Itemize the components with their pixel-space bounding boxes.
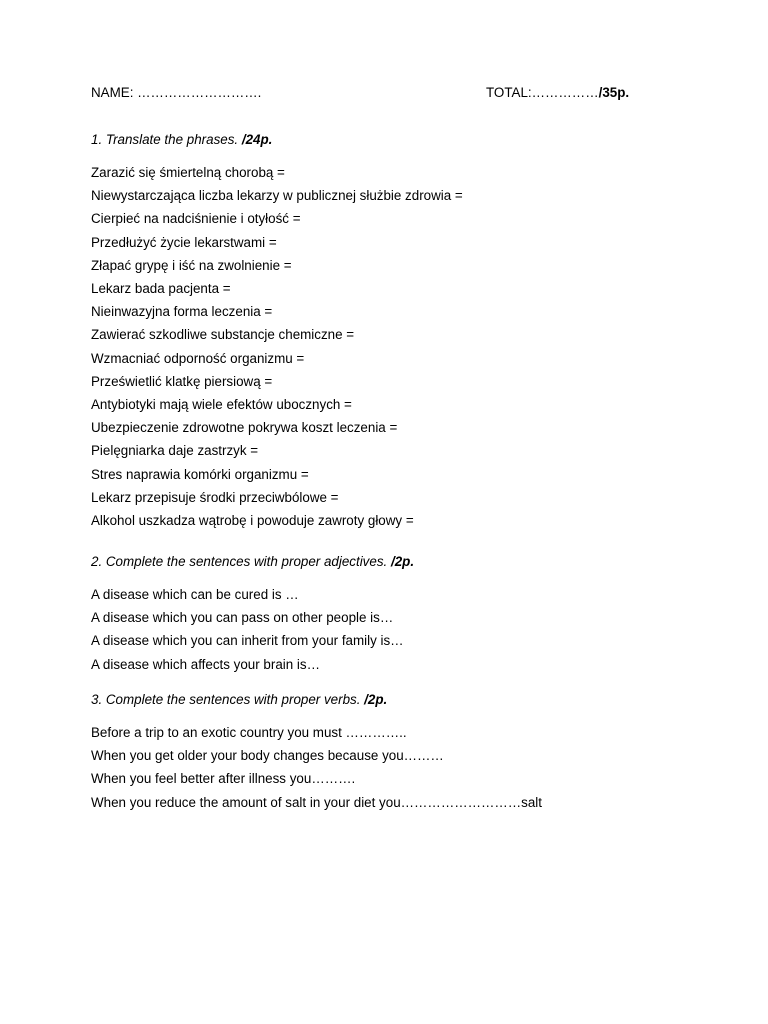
exercise-2-points: /2p. bbox=[390, 554, 415, 569]
exercise-item: Alkohol uszkadza wątrobę i powoduje zawroty głowy = bbox=[91, 513, 414, 529]
exercise-item: Pielęgniarka daje zastrzyk = bbox=[91, 443, 259, 459]
exercise-item: Zarazić się śmiertelną chorobą = bbox=[91, 165, 285, 180]
exercise-2-instruction: 2. Complete the sentences with proper adjectives. bbox=[91, 554, 391, 569]
exercise-item: Lekarz przepisuje środki przeciwbólowe = bbox=[91, 489, 339, 505]
worksheet-header bbox=[91, 85, 651, 103]
exercise-1 bbox=[91, 131, 691, 532]
total-points: /35p. bbox=[598, 85, 630, 100]
exercise-item: Prześwietlić klatkę piersiową = bbox=[91, 373, 273, 389]
total-score-label bbox=[486, 85, 629, 100]
exercise-1-list bbox=[91, 161, 691, 532]
exercise-item: A disease which you can pass on other people is… bbox=[91, 610, 394, 626]
exercise-1-heading bbox=[91, 131, 691, 149]
exercise-item: A disease which affects your brain is… bbox=[91, 656, 320, 672]
exercise-item: Zawierać szkodliwe substancje chemiczne = bbox=[91, 327, 355, 343]
exercise-item: A disease which can be cured is … bbox=[91, 587, 299, 602]
exercise-item: Nieinwazyjna forma leczenia = bbox=[91, 304, 273, 320]
exercise-item: Lekarz bada pacjenta = bbox=[91, 281, 231, 297]
exercise-3-list bbox=[91, 721, 691, 814]
exercise-3-heading bbox=[91, 691, 691, 709]
exercise-1-instruction: 1. Translate the phrases. bbox=[91, 132, 242, 147]
exercise-item: Przedłużyć życie lekarstwami = bbox=[91, 234, 277, 250]
exercise-item: Złapać grypę i iść na zwolnienie = bbox=[91, 257, 292, 273]
exercise-3-instruction: 3. Complete the sentences with proper verbs. bbox=[91, 692, 365, 707]
exercise-2-list bbox=[91, 583, 691, 676]
exercise-item: Ubezpieczenie zdrowotne pokrywa koszt leczenia = bbox=[91, 420, 398, 436]
exercise-item: Niewystarczająca liczba lekarzy w publicznej służbie zdrowia = bbox=[91, 188, 463, 204]
exercise-1-points: /24p. bbox=[241, 132, 273, 147]
exercise-3 bbox=[91, 691, 691, 814]
exercise-item: When you feel better after illness you………. bbox=[91, 771, 356, 787]
exercise-item: Cierpieć na nadciśnienie i otyłość = bbox=[91, 211, 301, 227]
exercise-item: Antybiotyki mają wiele efektów ubocznych = bbox=[91, 397, 352, 413]
name-field-label: NAME: ………………………. bbox=[91, 85, 262, 100]
exercise-item: A disease which you can inherit from your family is… bbox=[91, 633, 404, 649]
exercise-item: Wzmacniać odporność organizmu = bbox=[91, 350, 305, 366]
exercise-3-points: /2p. bbox=[364, 692, 388, 707]
exercise-item: Stres naprawia komórki organizmu = bbox=[91, 466, 309, 482]
exercise-item: When you get older your body changes because you……… bbox=[91, 748, 444, 764]
exercise-item: When you reduce the amount of salt in your diet you………………………salt bbox=[91, 794, 543, 810]
total-label: TOTAL:…………… bbox=[486, 85, 599, 100]
exercise-2 bbox=[91, 553, 691, 676]
exercise-2-heading bbox=[91, 553, 691, 571]
exercise-item: Before a trip to an exotic country you must ………….. bbox=[91, 725, 407, 740]
